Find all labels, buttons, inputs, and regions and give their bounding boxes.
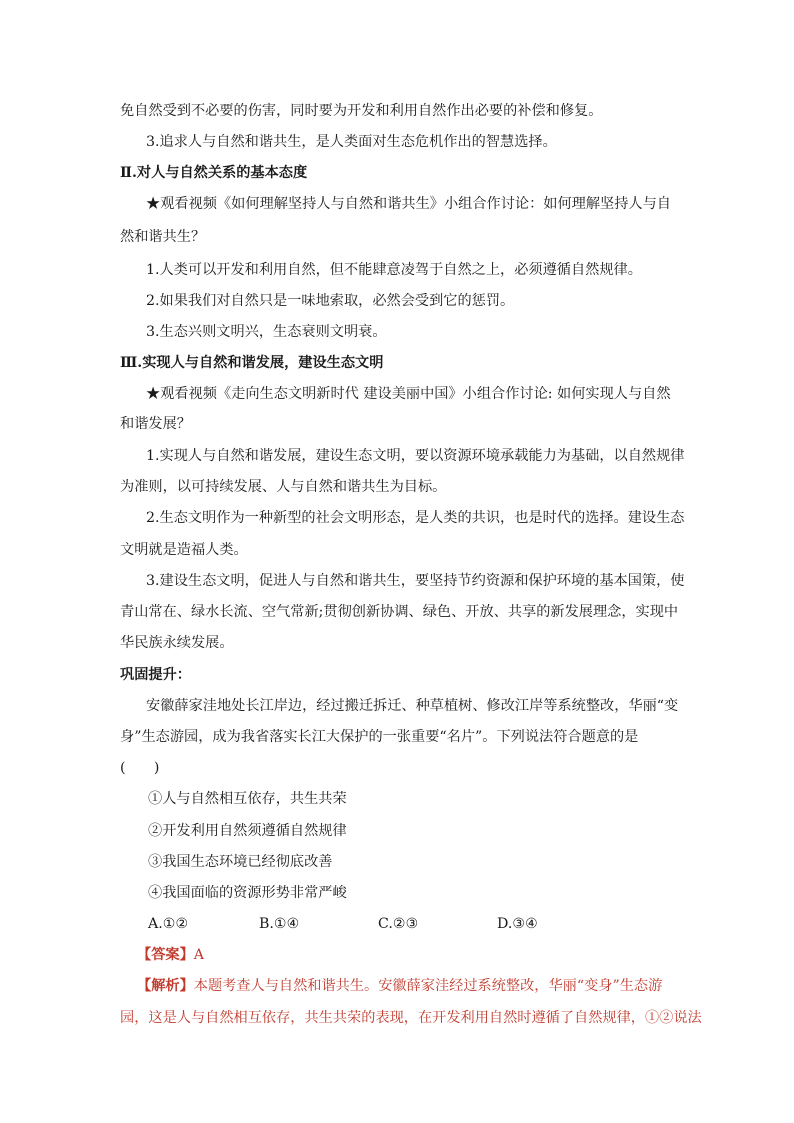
question-stem: 安徽薛家洼地处长江岸边，经过搬迁拆迁、种草植树、修改江岸等系统整改，华丽“变 <box>146 698 679 714</box>
option-d: D.③④ <box>497 916 538 932</box>
statement-2: ②开发利用自然须遵循自然规律 <box>148 823 347 839</box>
answer-line <box>137 945 204 965</box>
attitude-point-1: 1.人类可以开发和利用自然，但不能肆意凌驾于自然之上，必须遵循自然规律。 <box>146 262 642 278</box>
eco-point-2: 2.生态文明作为一种新型的社会文明形态，是人类的共识，也是时代的选择。建设生态 <box>146 510 685 526</box>
statement-4: ④我国面临的资源形势非常严峻 <box>148 885 347 901</box>
statement-1: ①人与自然相互依存，共生共荣 <box>148 791 347 807</box>
eco-point-2-cont: 文明就是造福人类。 <box>120 542 248 558</box>
attitude-point-2: 2.如果我们对自然只是一味地索取，必然会受到它的惩罚。 <box>146 293 515 309</box>
attitude-point-3: 3.生态兴则文明兴，生态衰则文明衰。 <box>146 324 387 340</box>
video-task-1-cont: 然和谐共生？ <box>120 229 206 245</box>
question-stem-cont: 身”生态游园，成为我省落实长江大保护的一张重要“名片”。下列说法符合题意的是 <box>120 729 639 745</box>
answer-value: A <box>193 947 205 963</box>
analysis-line-2: 园，这是人与自然相互依存，共生共荣的表现，在开发利用自然时遵循了自然规律，①②说法 <box>120 1010 702 1026</box>
answer-blank: ( ) <box>120 760 160 776</box>
option-b: B.①④ <box>259 916 300 932</box>
option-c: C.②③ <box>378 916 419 932</box>
eco-point-3-cont2: 华民族永续发展。 <box>120 635 234 651</box>
paragraph-line: 免自然受到不必要的伤害，同时要为开发和利用自然作出必要的补偿和修复。 <box>120 103 603 119</box>
statement-3: ③我国生态环境已经彻底改善 <box>148 854 333 870</box>
video-task-1: ★观看视频《如何理解坚持人与自然和谐共生》小组合作讨论：如何理解坚持人与自 <box>146 196 671 212</box>
eco-point-1-cont: 为准则，以可持续发展、人与自然和谐共生为目标。 <box>120 479 447 495</box>
video-task-2-cont: 和谐发展？ <box>120 416 191 432</box>
eco-point-1: 1.实现人与自然和谐发展，建设生态文明，要以资源环境承载能力为基础，以自然规律 <box>146 448 685 464</box>
section-heading-3: Ⅲ.实现人与自然和谐发展，建设生态文明 <box>120 355 384 371</box>
answer-label: 【答案】 <box>137 947 194 963</box>
eco-point-3: 3.建设生态文明，促进人与自然和谐共生，要坚持节约资源和保护环境的基本国策，使 <box>146 573 685 589</box>
point-3-harmony: 3.追求人与自然和谐共生，是人类面对生态危机作出的智慧选择。 <box>146 134 557 150</box>
consolidation-heading: 巩固提升： <box>120 667 191 683</box>
section-heading-2: Ⅱ.对人与自然关系的基本态度 <box>120 165 308 181</box>
eco-point-3-cont: 青山常在、绿水长流、空气常新;贯彻创新协调、绿色、开放、共享的新发展理念，实现中 <box>120 604 679 620</box>
analysis-text-1: 本题考查人与自然和谐共生。安徽薛家洼经过系统整改，华丽“变身”生态游 <box>193 978 663 994</box>
analysis-line-1 <box>137 976 662 996</box>
video-task-2: ★观看视频《走向生态文明新时代 建设美丽中国》小组合作讨论: 如何实现人与自然 <box>146 386 671 402</box>
option-a: A.①② <box>148 916 189 932</box>
analysis-label: 【解析】 <box>137 978 194 994</box>
